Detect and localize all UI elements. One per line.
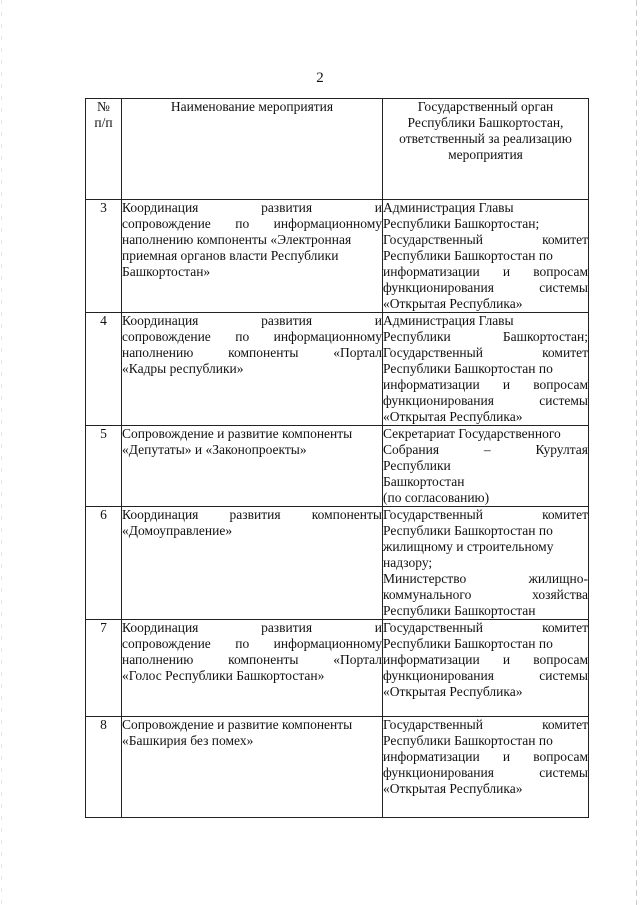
scan-edge-right <box>636 0 637 905</box>
measure-name-line <box>122 717 382 733</box>
text-fragment: по <box>235 216 250 231</box>
measure-name-line <box>122 329 382 345</box>
text-fragment: Республики Башкортостан по <box>383 361 553 376</box>
row-number: 7 <box>86 620 122 717</box>
table-row <box>86 620 589 717</box>
text-fragment: информационному <box>273 216 382 231</box>
text-fragment: компоненты <box>228 345 299 360</box>
header-org-line: Республики Башкортостан, <box>407 115 564 130</box>
text-fragment: Администрация Главы <box>383 200 514 215</box>
measures-table <box>85 98 589 818</box>
header-num-line: № <box>97 99 110 114</box>
responsible-org-line <box>383 458 588 474</box>
text-fragment: вопросам <box>533 749 588 764</box>
text-fragment: и <box>374 200 382 215</box>
measure-name-line <box>122 507 382 523</box>
text-fragment: Государственный <box>383 345 483 360</box>
responsible-org-line <box>383 426 588 442</box>
text-fragment: Государственный <box>383 507 483 522</box>
responsible-org-line <box>383 781 588 797</box>
text-fragment: Республики <box>383 458 451 473</box>
responsible-org-line <box>383 232 588 248</box>
text-fragment: Башкортостан» <box>122 264 211 279</box>
responsible-org-line <box>383 733 588 749</box>
table-row <box>86 200 589 313</box>
text-fragment: функционирования <box>383 280 494 295</box>
responsible-org-line <box>383 523 588 539</box>
measure-name-line <box>122 248 382 264</box>
text-fragment: – <box>483 442 491 457</box>
text-fragment: «Открытая Республика» <box>383 296 523 311</box>
text-fragment: сопровождение <box>122 636 211 651</box>
text-fragment: системы <box>539 393 588 408</box>
header-org-line: ответственный за реализацию <box>399 131 572 146</box>
text-fragment: Республики <box>383 329 451 344</box>
responsible-org-cell <box>383 426 589 507</box>
text-fragment: сопровождение <box>122 216 211 231</box>
row-number: 3 <box>86 200 122 313</box>
measure-name-line <box>122 733 382 749</box>
text-fragment: информатизации <box>383 652 480 667</box>
responsible-org-line <box>383 474 588 490</box>
responsible-org-line <box>383 409 588 425</box>
text-fragment: функционирования <box>383 668 494 683</box>
responsible-org-line <box>383 393 588 409</box>
text-fragment: «Депутаты» и «Законопроекты» <box>122 442 307 457</box>
responsible-org-line <box>383 377 588 393</box>
responsible-org-line <box>383 345 588 361</box>
text-fragment: Администрация Главы <box>383 313 514 328</box>
text-fragment: по <box>235 329 250 344</box>
row-number: 4 <box>86 313 122 426</box>
text-fragment: информационному <box>273 636 382 651</box>
text-fragment: Башкортостан; <box>502 329 588 344</box>
responsible-org-line <box>383 264 588 280</box>
responsible-org-line <box>383 765 588 781</box>
text-fragment: Государственный <box>383 717 483 732</box>
measure-name-line <box>122 523 382 539</box>
text-fragment: Государственный <box>383 620 483 635</box>
text-fragment: системы <box>539 668 588 683</box>
responsible-org-line <box>383 442 588 458</box>
responsible-org-line <box>383 717 588 733</box>
text-fragment: системы <box>539 280 588 295</box>
measure-name-line <box>122 361 382 377</box>
text-fragment: наполнению компоненты «Электронная <box>122 232 352 247</box>
table-row <box>86 717 589 818</box>
text-fragment: комитет <box>542 232 588 247</box>
text-fragment: развития <box>261 620 313 635</box>
text-fragment: функционирования <box>383 765 494 780</box>
text-fragment: Секретариат Государственного <box>383 426 561 441</box>
measure-name-line <box>122 313 382 329</box>
responsible-org-line <box>383 587 588 603</box>
text-fragment: Государственный <box>383 232 483 247</box>
text-fragment: Республики Башкортостан по <box>383 523 553 538</box>
text-fragment: Координация <box>122 507 199 522</box>
responsible-org-line <box>383 555 588 571</box>
measure-name-line <box>122 232 382 248</box>
responsible-org-line <box>383 361 588 377</box>
responsible-org-line <box>383 749 588 765</box>
table-row <box>86 507 589 620</box>
text-fragment: функционирования <box>383 393 494 408</box>
table-header-row <box>86 99 589 200</box>
responsible-org-line <box>383 684 588 700</box>
header-org-line: Государственный орган <box>417 99 554 114</box>
text-fragment: Координация <box>122 620 199 635</box>
table-body <box>86 200 589 818</box>
header-org-line: мероприятия <box>448 147 523 162</box>
text-fragment: наполнению <box>122 345 194 360</box>
text-fragment: «Портал <box>333 652 382 667</box>
text-fragment: и <box>374 620 382 635</box>
page-number: 2 <box>316 70 324 86</box>
text-fragment: комитет <box>542 507 588 522</box>
responsible-org-line <box>383 329 588 345</box>
text-fragment: вопросам <box>533 264 588 279</box>
table-row <box>86 426 589 507</box>
measure-name-cell <box>122 717 383 818</box>
text-fragment: надзору; <box>383 555 433 570</box>
responsible-org-line <box>383 200 588 216</box>
table-row <box>86 313 589 426</box>
measure-name-line <box>122 668 382 684</box>
measure-name-cell <box>122 620 383 717</box>
text-fragment: жилищному и строительному <box>383 539 554 554</box>
responsible-org-line <box>383 507 588 523</box>
text-fragment: информационному <box>273 329 382 344</box>
responsible-org-line <box>383 296 588 312</box>
text-fragment: Республики Башкортостан; <box>383 216 540 231</box>
text-fragment: «Домоуправление» <box>122 523 233 538</box>
text-fragment: коммунального <box>383 587 472 602</box>
text-fragment: «Открытая Республика» <box>383 781 523 796</box>
header-org <box>383 99 589 200</box>
text-fragment: и <box>502 377 511 392</box>
text-fragment: развития <box>261 313 313 328</box>
responsible-org-line <box>383 620 588 636</box>
text-fragment: вопросам <box>533 652 588 667</box>
measure-name-cell <box>122 313 383 426</box>
text-fragment: приемная органов власти Республики <box>122 248 339 263</box>
text-fragment: «Кадры республики» <box>122 361 244 376</box>
measure-name-line <box>122 442 382 458</box>
header-name: Наименование мероприятия <box>122 99 383 200</box>
measure-name-line <box>122 652 382 668</box>
text-fragment: по <box>235 636 250 651</box>
text-fragment: развития <box>229 507 281 522</box>
text-fragment: Координация <box>122 200 199 215</box>
responsible-org-cell <box>383 313 589 426</box>
responsible-org-line <box>383 636 588 652</box>
text-fragment: компоненты <box>311 507 382 522</box>
text-fragment: наполнению <box>122 652 194 667</box>
text-fragment: Республики Башкортостан по <box>383 248 553 263</box>
measure-name-line <box>122 620 382 636</box>
text-fragment: Сопровождение и развитие компоненты <box>122 717 353 732</box>
text-fragment: Собрания <box>383 442 440 457</box>
text-fragment: «Открытая Республика» <box>383 684 523 699</box>
responsible-org-line <box>383 668 588 684</box>
responsible-org-line <box>383 216 588 232</box>
text-fragment: «Башкирия без помех» <box>122 733 254 748</box>
text-fragment: Башкортостан <box>383 474 465 489</box>
responsible-org-cell <box>383 200 589 313</box>
responsible-org-line <box>383 280 588 296</box>
text-fragment: Координация <box>122 313 199 328</box>
text-fragment: информатизации <box>383 377 480 392</box>
text-fragment: (по согласованию) <box>383 490 490 505</box>
responsible-org-line <box>383 490 588 506</box>
header-num <box>86 99 122 200</box>
text-fragment: вопросам <box>533 377 588 392</box>
row-number: 5 <box>86 426 122 507</box>
text-fragment: и <box>502 264 511 279</box>
measure-name-line <box>122 264 382 280</box>
responsible-org-line <box>383 652 588 668</box>
measure-name-line <box>122 200 382 216</box>
text-fragment: «Открытая Республика» <box>383 409 523 424</box>
text-fragment: Республики Башкортостан по <box>383 733 553 748</box>
text-fragment: комитет <box>542 620 588 635</box>
header-num-line: п/п <box>94 115 113 130</box>
responsible-org-line <box>383 571 588 587</box>
measure-name-line <box>122 636 382 652</box>
text-fragment: Сопровождение и развитие компоненты <box>122 426 353 441</box>
measure-name-cell <box>122 426 383 507</box>
text-fragment: жилищно- <box>528 571 588 586</box>
responsible-org-line <box>383 313 588 329</box>
responsible-org-cell <box>383 507 589 620</box>
text-fragment: информатизации <box>383 749 480 764</box>
measure-name-cell <box>122 507 383 620</box>
text-fragment: Республики Башкортостан по <box>383 636 553 651</box>
text-fragment: и <box>502 652 511 667</box>
text-fragment: и <box>502 749 511 764</box>
text-fragment: развития <box>261 200 313 215</box>
text-fragment: и <box>374 313 382 328</box>
text-fragment: хозяйства <box>532 587 588 602</box>
text-fragment: «Портал <box>333 345 382 360</box>
text-fragment: сопровождение <box>122 329 211 344</box>
text-fragment: Министерство <box>383 571 467 586</box>
text-fragment: комитет <box>542 345 588 360</box>
row-number: 6 <box>86 507 122 620</box>
text-fragment: «Голос Республики Башкортостан» <box>122 668 325 683</box>
measure-name-line <box>122 426 382 442</box>
responsible-org-cell <box>383 717 589 818</box>
text-fragment: Курултая <box>535 442 588 457</box>
text-fragment: системы <box>539 765 588 780</box>
text-fragment: информатизации <box>383 264 480 279</box>
responsible-org-line <box>383 248 588 264</box>
measure-name-line <box>122 345 382 361</box>
measure-name-line <box>122 216 382 232</box>
text-fragment: комитет <box>542 717 588 732</box>
responsible-org-line <box>383 603 588 619</box>
text-fragment: Республики Башкортостан <box>383 603 536 618</box>
measure-name-cell <box>122 200 383 313</box>
row-number: 8 <box>86 717 122 818</box>
scan-edge-left <box>1 0 2 905</box>
responsible-org-line <box>383 539 588 555</box>
text-fragment: компоненты <box>228 652 299 667</box>
responsible-org-cell <box>383 620 589 717</box>
